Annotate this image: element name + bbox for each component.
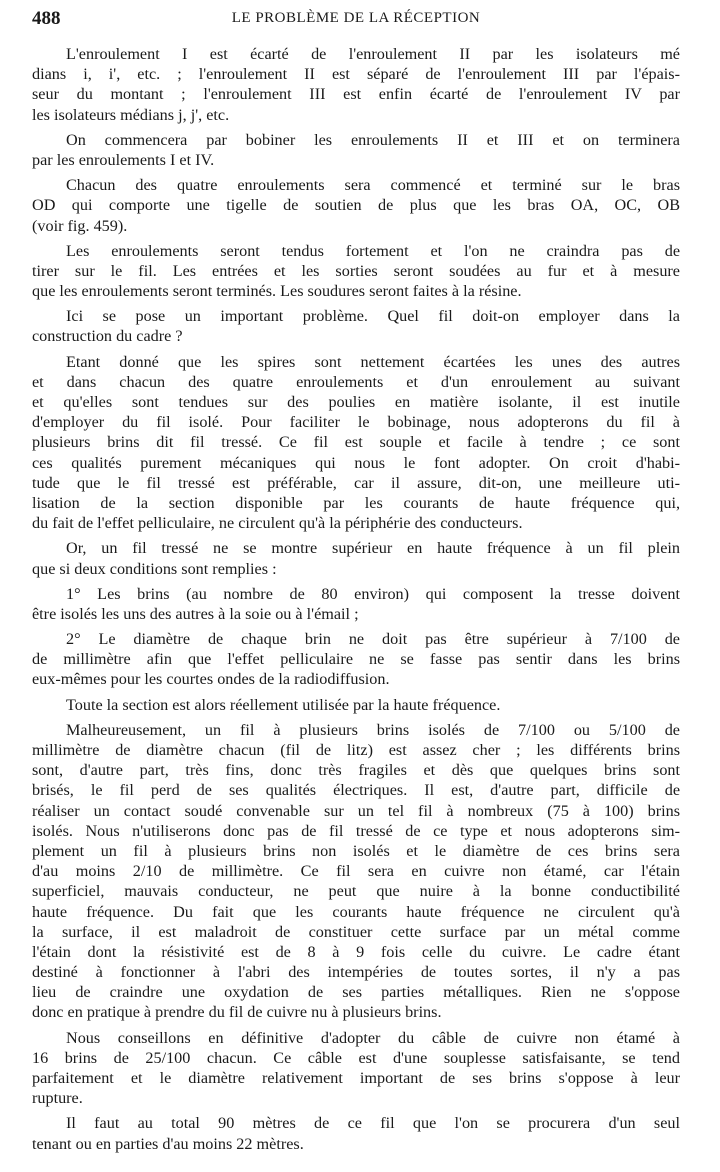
- text-line: On commencera par bobiner les enroulements II et III et on terminera: [66, 130, 680, 149]
- text-line: (voir fig. 459).: [32, 216, 128, 235]
- text-line: Les enroulements seront tendus fortement et l'on ne craindra pas de: [66, 241, 680, 260]
- paragraph: [32, 584, 680, 624]
- paragraph: [32, 130, 680, 170]
- text-line: isolés. Nous n'utiliserons donc pas de fil tressé de ce type et nous adopterons sim-: [32, 821, 680, 840]
- paragraph: [32, 720, 680, 1023]
- text-line: 16 brins de 25/100 chacun. Ce câble est d'une souplesse satisfaisante, se tend: [32, 1048, 680, 1067]
- page-header: [32, 8, 680, 32]
- text-line: d'au moins 2/10 de millimètre. Ce fil sera en cuivre non étamé, car l'étain: [32, 862, 680, 881]
- text-line: et qu'elles sont tendues sur des poulies en matière isolante, il est inutile: [32, 393, 680, 411]
- paragraph: [32, 1028, 680, 1109]
- text-line: superficiel, mauvais conducteur, ne peut que nuire à la bonne conductibilité: [32, 882, 680, 901]
- paragraph: [32, 175, 680, 236]
- text-line: réaliser un contact soudé convenable sur un tel fil à nombreux (75 à 100) brins: [32, 801, 680, 820]
- text-line: Or, un fil tressé ne se montre supérieur en haute fréquence à un fil plein: [66, 539, 680, 558]
- text-line: lisation de la section disponible par les courants de haute fréquence qui,: [32, 493, 680, 512]
- text-line: tude que le fil tressé est préférable, car il assure, dit-on, une meilleure uti-: [32, 473, 680, 492]
- text-line: donc en pratique à prendre du fil de cuivre nu à plusieurs brins.: [32, 1003, 442, 1022]
- text-line: eux-mêmes pour les courtes ondes de la radiodiffusion.: [32, 670, 390, 689]
- paragraph: [32, 44, 680, 125]
- page-body: [32, 44, 680, 1159]
- text-line: ces qualités purement mécaniques qui nous le font adopter. On croit d'habi-: [32, 453, 680, 472]
- text-line: la surface, il est maladroit de constituer cette surface par un métal comme: [32, 922, 680, 941]
- text-line: et dans chacun des quatre enroulements et d'un enroulement au suivant: [32, 372, 680, 391]
- text-line: lieu de craindre une oxydation de ses parties métalliques. Rien ne s'oppose: [32, 983, 680, 1002]
- paragraph: [32, 352, 680, 534]
- paragraph: [32, 1113, 680, 1153]
- paragraph: [32, 695, 680, 715]
- text-line: Il faut au total 90 mètres de ce fil que l'on se procurera d'un seul: [66, 1114, 680, 1133]
- text-line: Malheureusement, un fil à plusieurs brins isolés de 7/100 ou 5/100 de: [66, 720, 680, 739]
- text-line: OD qui comporte une tigelle de soutien de plus que les bras OA, OC, OB: [32, 196, 680, 215]
- paragraph: [32, 306, 680, 346]
- text-line: les isolateurs médians j, j', etc.: [32, 105, 230, 124]
- text-line: haute fréquence. Du fait que les courants haute fréquence ne circulent qu'à: [32, 902, 680, 921]
- text-line: 1° Les brins (au nombre de 80 environ) qui composent la tresse doivent: [66, 584, 680, 603]
- running-title: LE PROBLÈME DE LA RÉCEPTION: [231, 10, 481, 26]
- text-line: être isolés les uns des autres à la soie ou à l'émail ;: [32, 604, 359, 623]
- paragraph: [32, 241, 680, 302]
- text-line: par les enroulements I et IV.: [32, 150, 215, 169]
- text-line: construction du cadre ?: [32, 327, 183, 346]
- text-line: L'enroulement I est écarté de l'enroulement II par les isolateurs mé: [66, 45, 680, 63]
- text-line: millimètre de diamètre chacun (fil de litz) est assez cher ; les différents brins: [32, 741, 680, 759]
- text-line: Etant donné que les spires sont nettement écartées les unes des autres: [66, 352, 680, 371]
- text-line: plement un fil à plusieurs brins non isolés et le diamètre de ces brins sera: [32, 841, 680, 860]
- text-line: seur du montant ; l'enroulement III est enfin écarté de l'enroulement IV par: [32, 85, 680, 104]
- text-line: sont, d'autre part, très fins, donc très fragiles et dès que quelques brins sont: [32, 761, 680, 780]
- text-line: tenant ou en parties d'au moins 22 mètres.: [32, 1134, 304, 1153]
- text-line: Ici se pose un important problème. Quel fil doit-on employer dans la: [66, 307, 680, 326]
- text-line: 2° Le diamètre de chaque brin ne doit pas être supérieur à 7/100 de: [66, 630, 680, 649]
- page-number: 488: [32, 8, 61, 29]
- text-line: que les enroulements seront terminés. Les soudures seront faites à la résine.: [32, 282, 522, 301]
- text-line: Chacun des quatre enroulements sera commencé et terminé sur le bras: [66, 176, 680, 195]
- text-line: destiné à fonctionner à l'abri des intempéries de toutes sortes, il n'y a pas: [32, 963, 680, 982]
- text-line: que si deux conditions sont remplies :: [32, 559, 277, 578]
- paragraph: [32, 538, 680, 578]
- text-line: du fait de l'effet pelliculaire, ne circulent qu'à la périphérie des conducteurs.: [32, 514, 523, 533]
- text-line: brisés, le fil perd de ses qualités électriques. Il est, d'autre part, difficile de: [32, 781, 680, 800]
- text-line: l'étain dont la résistivité est de 8 à 9 fois celle du cuivre. Le cadre étant: [32, 942, 680, 961]
- text-line: de millimètre afin que l'effet pelliculaire ne se fasse pas sentir dans les brins: [32, 650, 680, 669]
- text-line: Toute la section est alors réellement utilisée par la haute fréquence.: [66, 695, 501, 714]
- text-line: d'employer du fil isolé. Pour faciliter le bobinage, nous adopterons du fil à: [32, 413, 680, 432]
- text-line: tirer sur le fil. Les entrées et les sorties seront soudées au fur et à mesure: [32, 261, 680, 280]
- text-line: plusieurs brins dit fil tressé. Ce fil est souple et facile à tendre ; ce sont: [32, 433, 680, 452]
- text-line: parfaitement et le diamètre relativement important de ses brins s'oppose à leur: [32, 1069, 680, 1087]
- text-line: rupture.: [32, 1089, 83, 1108]
- text-line: dians i, i', etc. ; l'enroulement II est séparé de l'enroulement III par l'épais-: [32, 65, 680, 84]
- text-line: Nous conseillons en définitive d'adopter du câble de cuivre non étamé à: [66, 1028, 680, 1047]
- paragraph: [32, 629, 680, 690]
